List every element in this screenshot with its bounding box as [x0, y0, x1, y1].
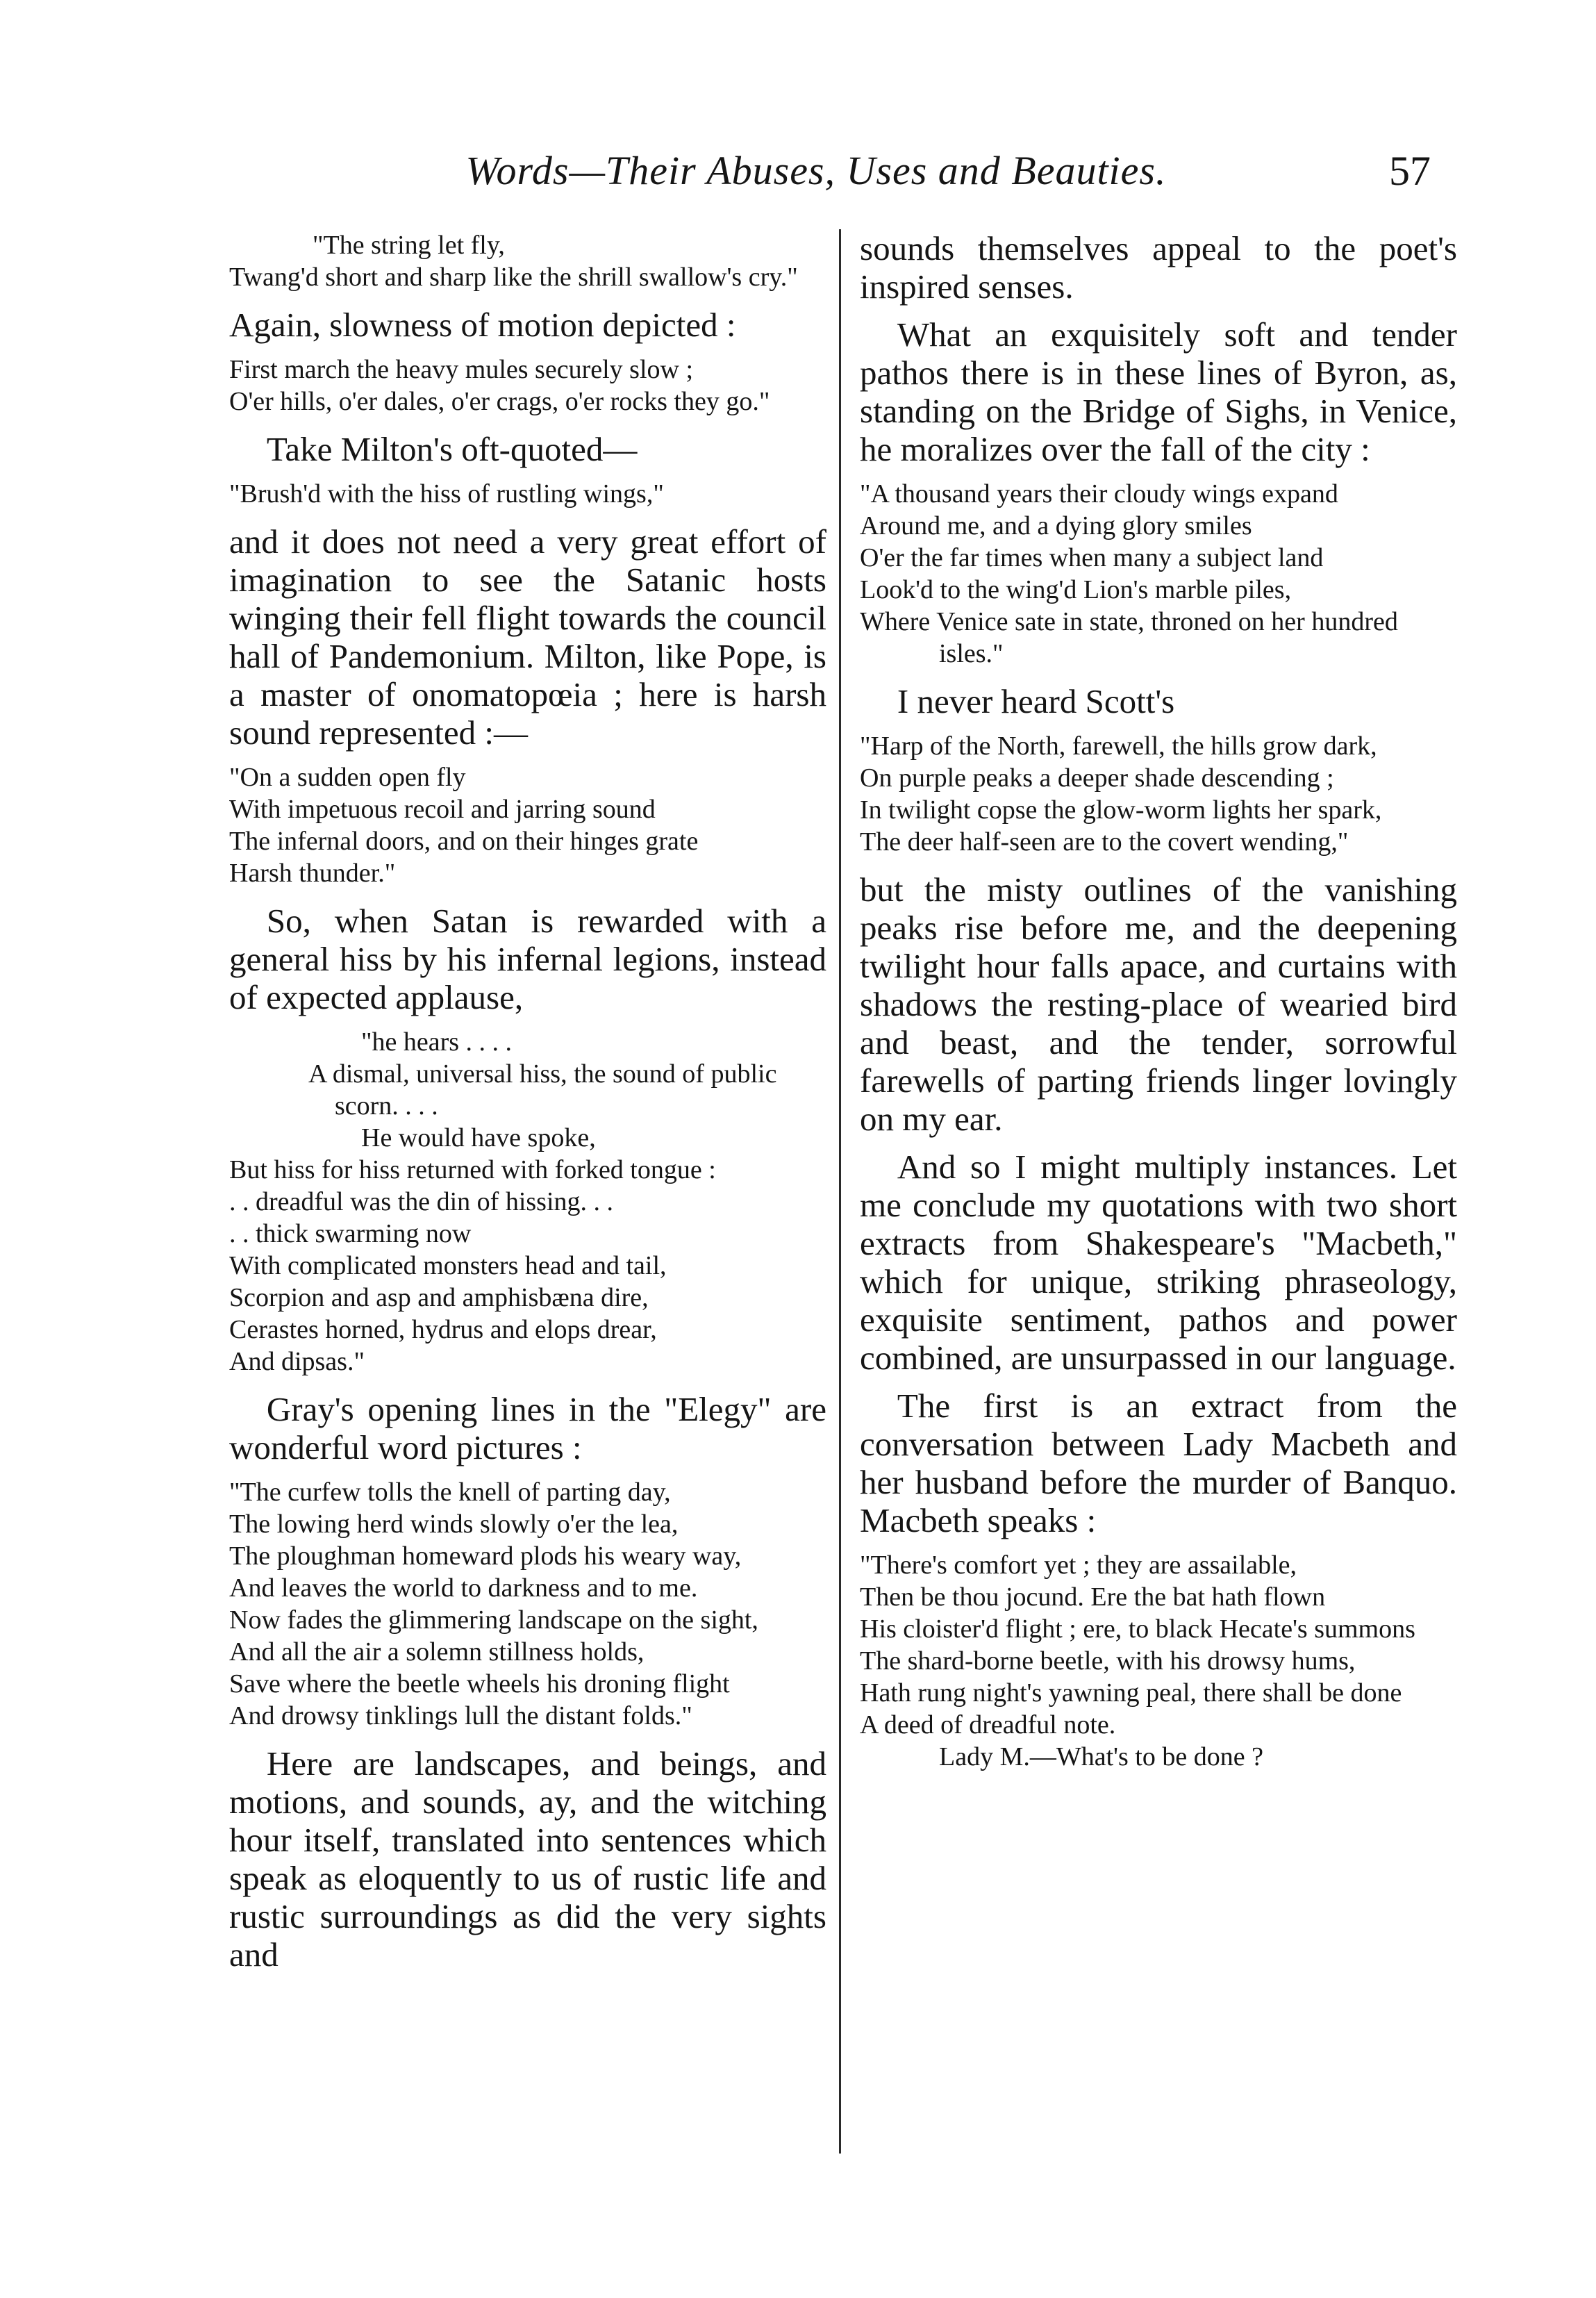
verse-line: But hiss for hiss returned with forked tongue : [229, 1155, 716, 1184]
paragraph: Gray's opening lines in the "Elegy" are wonderful word pictures : [229, 1390, 826, 1466]
page-number: 57 [1389, 148, 1431, 194]
verse-line: The deer half-seen are to the covert wending," [860, 827, 1349, 857]
verse-line: First march the heavy mules securely slow ; [229, 355, 694, 384]
left-column [229, 229, 826, 1983]
right-column [860, 229, 1457, 1785]
verse-line: With impetuous recoil and jarring sound [229, 795, 656, 824]
verse-line: Scorpion and asp and amphisbæna dire, [229, 1283, 649, 1312]
column-divider [839, 229, 841, 2154]
verse-line: "On a sudden open fly [229, 763, 466, 792]
verse-line: With complicated monsters head and tail, [229, 1251, 667, 1280]
verse-line: He would have spoke, [361, 1123, 596, 1152]
verse-line: On purple peaks a deeper shade descending ; [860, 763, 1334, 793]
verse-line: Where Venice sate in state, throned on her hundred isles." [860, 607, 1398, 668]
paragraph: I never heard Scott's [897, 682, 1175, 720]
verse-quote [229, 478, 826, 510]
verse-quote [860, 1549, 1457, 1773]
verse-line: Twang'd short and sharp like the shrill swallow's cry." [229, 263, 798, 292]
verse-line: And dipsas." [229, 1347, 365, 1376]
verse-quote [229, 1026, 826, 1378]
verse-line: And leaves the world to darkness and to me. [229, 1573, 698, 1603]
verse-quote [229, 1476, 826, 1732]
verse-line: The infernal doors, and on their hinges grate [229, 827, 699, 856]
verse-line: Lady M.—What's to be done ? [939, 1742, 1263, 1771]
verse-line: O'er hills, o'er dales, o'er crags, o'er rocks they go." [229, 387, 770, 416]
verse-line: In twilight copse the glow-worm lights her spark, [860, 795, 1382, 825]
paragraph: And so I might multiply instances. Let me conclude my quotations with two short extracts from Shakespeare's "Macbeth," which for unique, striking phraseology, exquisite sentiment, pathos and power combined, are unsurpassed in our language. [860, 1148, 1457, 1377]
verse-line: The ploughman homeward plods his weary way, [229, 1541, 742, 1571]
verse-quote [860, 730, 1457, 858]
verse-line: O'er the far times when many a subject land [860, 543, 1324, 572]
paragraph: Here are landscapes, and beings, and motions, and sounds, ay, and the witching hour itself, translated into sentences which speak as eloquently to us of rustic life and rustic surroundings as did the very sights and [229, 1744, 826, 1974]
paragraph: What an exquisitely soft and tender pathos there is in these lines of Byron, as, standing on the Bridge of Sighs, in Venice, he moralizes over the fall of the city : [860, 315, 1457, 468]
verse-line: And all the air a solemn stillness holds, [229, 1637, 645, 1667]
verse-line: His cloister'd flight ; ere, to black Hecate's summons [860, 1614, 1415, 1644]
running-head: Words—Their Abuses, Uses and Beauties. [465, 148, 1167, 193]
verse-line: "The curfew tolls the knell of parting day, [229, 1478, 671, 1507]
verse-line: . . dreadful was the din of hissing. . . [229, 1187, 614, 1216]
verse-line: A dismal, universal hiss, the sound of public scorn. . . . [308, 1059, 777, 1121]
verse-quote [229, 354, 826, 418]
verse-line: And drowsy tinklings lull the distant folds." [229, 1701, 692, 1730]
verse-quote [860, 478, 1457, 670]
verse-line: Cerastes horned, hydrus and elops drear, [229, 1315, 657, 1344]
verse-line: "he hears . . . . [361, 1027, 513, 1057]
verse-line: Save where the beetle wheels his droning flight [229, 1669, 730, 1698]
paragraph: but the misty outlines of the vanishing peaks rise before me, and the deepening twilight hour falls apace, and curtains with shadows the resting-place of wearied bird and beast, and the tender, sorrowful farewells of parting friends linger lovingly on my ear. [860, 870, 1457, 1138]
verse-line: Look'd to the wing'd Lion's marble piles, [860, 575, 1292, 604]
verse-line: Now fades the glimmering landscape on the sight, [229, 1605, 758, 1635]
verse-line: A deed of dreadful note. [860, 1710, 1116, 1739]
verse-line: "The string let fly, [313, 231, 505, 260]
verse-line: Hath rung night's yawning peal, there shall be done [860, 1678, 1402, 1708]
verse-line: Around me, and a dying glory smiles [860, 511, 1252, 540]
paragraph: and it does not need a very great effort of imagination to see the Satanic hosts winging their fell flight towards the council hall of Pandemonium. Milton, like Pope, is a master of onomatopœia ; here is harsh sound represented :— [229, 522, 826, 752]
verse-line: "Harp of the North, farewell, the hills grow dark, [860, 731, 1377, 761]
verse-line: "There's comfort yet ; they are assailable, [860, 1551, 1297, 1580]
verse-quote [229, 761, 826, 889]
verse-line: Then be thou jocund. Ere the bat hath flown [860, 1582, 1326, 1612]
paragraph: Again, slowness of motion depicted : [229, 306, 736, 344]
verse-line: The lowing herd winds slowly o'er the lea, [229, 1510, 679, 1539]
verse-line: Harsh thunder." [229, 859, 396, 888]
paragraph: So, when Satan is rewarded with a general hiss by his infernal legions, instead of expected applause, [229, 902, 826, 1016]
verse-line: . . thick swarming now [229, 1219, 472, 1248]
verse-line: "A thousand years their cloudy wings expand [860, 479, 1338, 509]
verse-line: "Brush'd with the hiss of rustling wings," [229, 479, 664, 509]
paragraph: Take Milton's oft-quoted— [266, 430, 638, 468]
verse-line: The shard-borne beetle, with his drowsy hums, [860, 1646, 1356, 1676]
verse-quote [229, 229, 826, 293]
paragraph: The first is an extract from the conversation between Lady Macbeth and her husband before the murder of Banquo. Macbeth speaks : [860, 1387, 1457, 1539]
paragraph: sounds themselves appeal to the poet's inspired senses. [860, 229, 1457, 306]
